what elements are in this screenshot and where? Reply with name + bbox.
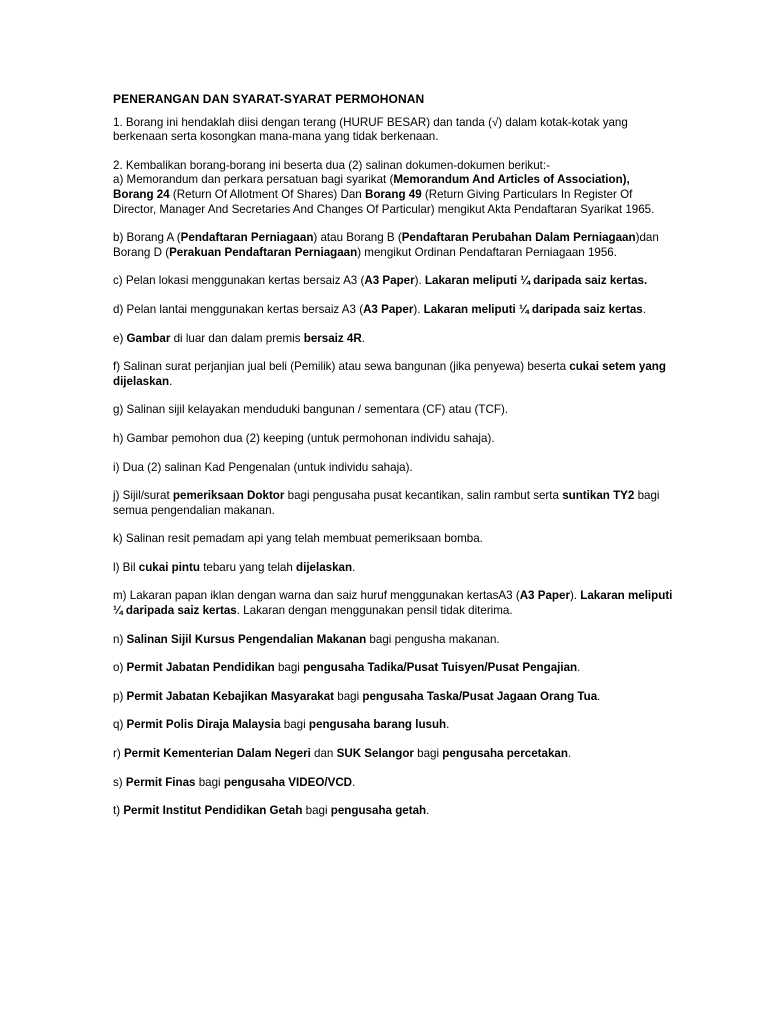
item-o xyxy=(113,661,673,676)
text-run: bagi xyxy=(280,718,309,732)
text-run: pengusaha getah xyxy=(330,804,427,818)
text-run: j) Sijil/surat xyxy=(113,489,173,503)
text-run: Pendaftaran Perniagaan xyxy=(180,231,314,245)
item-f xyxy=(113,360,673,389)
item-n xyxy=(113,633,673,648)
item-q xyxy=(113,718,673,733)
text-run: . xyxy=(169,374,173,388)
item-i xyxy=(113,461,673,476)
item-c xyxy=(113,274,673,289)
item-d xyxy=(113,303,673,318)
text-run: dan xyxy=(310,747,337,761)
text-run: bagi xyxy=(195,775,224,789)
text-run: Permit Institut Pendidikan Getah xyxy=(123,804,303,818)
text-run: . xyxy=(567,747,572,761)
text-run: bersaiz 4R xyxy=(303,331,362,345)
text-run: m) Lakaran papan iklan dengan warna dan saiz huruf menggunakan kertasA3 ( xyxy=(113,589,520,603)
text-run: dijelaskan xyxy=(296,560,353,574)
text-run: bagi pengusaha pusat kecantikan, salin rambut serta xyxy=(284,489,563,503)
text-run: n) xyxy=(113,632,127,646)
item-r xyxy=(113,747,673,762)
text-run: di luar dan dalam premis xyxy=(170,331,304,345)
text-run: . Lakaran dengan menggunakan pensil tidak diterima. xyxy=(236,604,513,618)
text-run: ). xyxy=(569,589,581,603)
text-run: ). xyxy=(414,274,425,288)
text-run: bagi pengusha makanan. xyxy=(366,632,500,646)
text-run: bagi xyxy=(334,689,363,703)
text-run: g) Salinan sijil kelayakan menduduki bangunan / sementara (CF) atau (TCF). xyxy=(113,403,509,417)
text-run: s) xyxy=(113,775,126,789)
text-run: )dan Borang D ( xyxy=(113,231,659,259)
item-a xyxy=(113,173,673,217)
text-run: A3 Paper xyxy=(363,302,414,316)
item-g xyxy=(113,403,673,418)
item-k xyxy=(113,532,673,547)
text-run: b) Borang A ( xyxy=(113,231,181,245)
text-run: Lakaran meliputi ¼ daripada saiz kertas. xyxy=(424,274,648,288)
text-run: ) atau Borang B ( xyxy=(313,231,402,245)
text-run: ) mengikut Ordinan Pendaftaran Perniagaan 1956. xyxy=(357,245,617,259)
document-page xyxy=(113,92,673,819)
document-title: PENERANGAN DAN SYARAT-SYARAT PERMOHONAN xyxy=(113,92,425,106)
text-run: bagi xyxy=(302,804,331,818)
text-run: q) xyxy=(113,718,127,732)
text-run: k) Salinan resit pemadam api yang telah membuat pemeriksaan bomba. xyxy=(113,532,483,546)
text-run: . xyxy=(361,331,365,345)
text-run: Borang 49 xyxy=(364,187,422,201)
text-run: Permit Jabatan Kebajikan Masyarakat xyxy=(126,689,335,703)
text-run: (Return Giving Particulars In Register Of Director, Manager And Secretaries And Changes Of Particular) mengikut Akta Pendaftaran Syarikat 1965. xyxy=(113,187,655,216)
text-run: (Return Of Allotment Of Shares) Dan xyxy=(169,187,365,201)
paragraph-2: 2. Kembalikan borang-borang ini beserta dua (2) salinan dokumen-dokumen berikut:- xyxy=(113,158,550,172)
text-run: Memorandum And Articles of Association), Borang 24 xyxy=(113,173,630,201)
text-run: d) Pelan lantai menggunakan kertas bersaiz A3 ( xyxy=(113,302,364,316)
text-run: . xyxy=(426,804,430,818)
text-run: c) Pelan lokasi menggunakan kertas bersaiz A3 ( xyxy=(113,274,365,288)
item-t xyxy=(113,804,673,819)
text-run: Permit Finas xyxy=(125,775,196,789)
text-run: Permit Polis Diraja Malaysia xyxy=(126,718,281,732)
text-run: o) xyxy=(113,661,127,675)
text-run: bagi semua pengendalian makanan. xyxy=(113,489,660,517)
text-run: t) xyxy=(113,804,124,818)
text-run: A3 Paper xyxy=(364,274,415,288)
item-h xyxy=(113,432,673,447)
item-l xyxy=(113,561,673,576)
text-run: e) xyxy=(113,331,127,345)
text-run: pengusaha percetakan xyxy=(442,747,568,761)
text-run: cukai pintu xyxy=(138,560,200,574)
text-run: . xyxy=(352,560,356,574)
text-run: f) Salinan surat perjanjian jual beli (Pemilik) atau sewa bangunan (jika penyewa) beserta xyxy=(113,360,570,374)
text-run: Perakuan Pendaftaran Perniagaan xyxy=(169,245,358,259)
text-run: Lakaran meliputi ¼ daripada saiz kertas xyxy=(423,302,643,316)
text-run: cukai setem yang dijelaskan xyxy=(113,360,666,388)
text-run: . xyxy=(446,718,450,732)
text-run: suntikan TY2 xyxy=(562,489,635,503)
text-run: pengusaha Tadika/Pusat Tuisyen/Pusat Pengajian xyxy=(303,661,578,675)
item-j xyxy=(113,489,673,518)
text-run: pengusaha Taska/Pusat Jagaan Orang Tua xyxy=(362,689,598,703)
text-run: p) xyxy=(113,689,127,703)
text-run: l) Bil xyxy=(113,560,139,574)
text-run: ). xyxy=(413,302,424,316)
item-b xyxy=(113,231,673,260)
text-run: SUK Selangor xyxy=(336,747,414,761)
text-run: h) Gambar pemohon dua (2) keeping (untuk permohonan individu sahaja). xyxy=(113,431,495,445)
text-run: Lakaran meliputi ¼ daripada saiz kertas xyxy=(113,589,673,618)
text-run: Salinan Sijil Kursus Pengendalian Makanan xyxy=(126,632,367,646)
text-run: Pendaftaran Perubahan Dalam Perniagaan xyxy=(401,231,636,245)
text-run: bagi xyxy=(274,661,304,675)
text-run: Gambar xyxy=(126,331,171,345)
text-run: . xyxy=(597,689,601,703)
item-e xyxy=(113,332,673,347)
text-run: . xyxy=(577,661,581,675)
item-p xyxy=(113,690,673,705)
text-run: Permit Kementerian Dalam Negeri xyxy=(123,747,311,761)
text-run: pemeriksaan Doktor xyxy=(172,489,285,503)
text-run: Permit Jabatan Pendidikan xyxy=(126,661,275,675)
text-run: tebaru yang telah xyxy=(199,560,297,574)
text-run: . xyxy=(642,302,646,316)
text-run: . xyxy=(352,775,356,789)
text-run: r) xyxy=(113,747,124,761)
text-run: bagi xyxy=(413,747,443,761)
text-run: A3 Paper xyxy=(519,589,570,603)
text-run: a) Memorandum dan perkara persatuan bagi syarikat ( xyxy=(113,173,394,187)
text-run: pengusaha VIDEO/VCD xyxy=(223,775,353,789)
item-s xyxy=(113,776,673,791)
paragraph-1: 1. Borang ini hendaklah diisi dengan terang (HURUF BESAR) dan tanda (√) dalam kotak-kotak yang berkenaan serta kosongkan mana-mana yang tidak berkenaan. xyxy=(113,115,628,144)
text-run: pengusaha barang lusuh xyxy=(308,718,447,732)
item-m xyxy=(113,589,673,618)
text-run: i) Dua (2) salinan Kad Pengenalan (untuk individu sahaja). xyxy=(113,460,413,474)
